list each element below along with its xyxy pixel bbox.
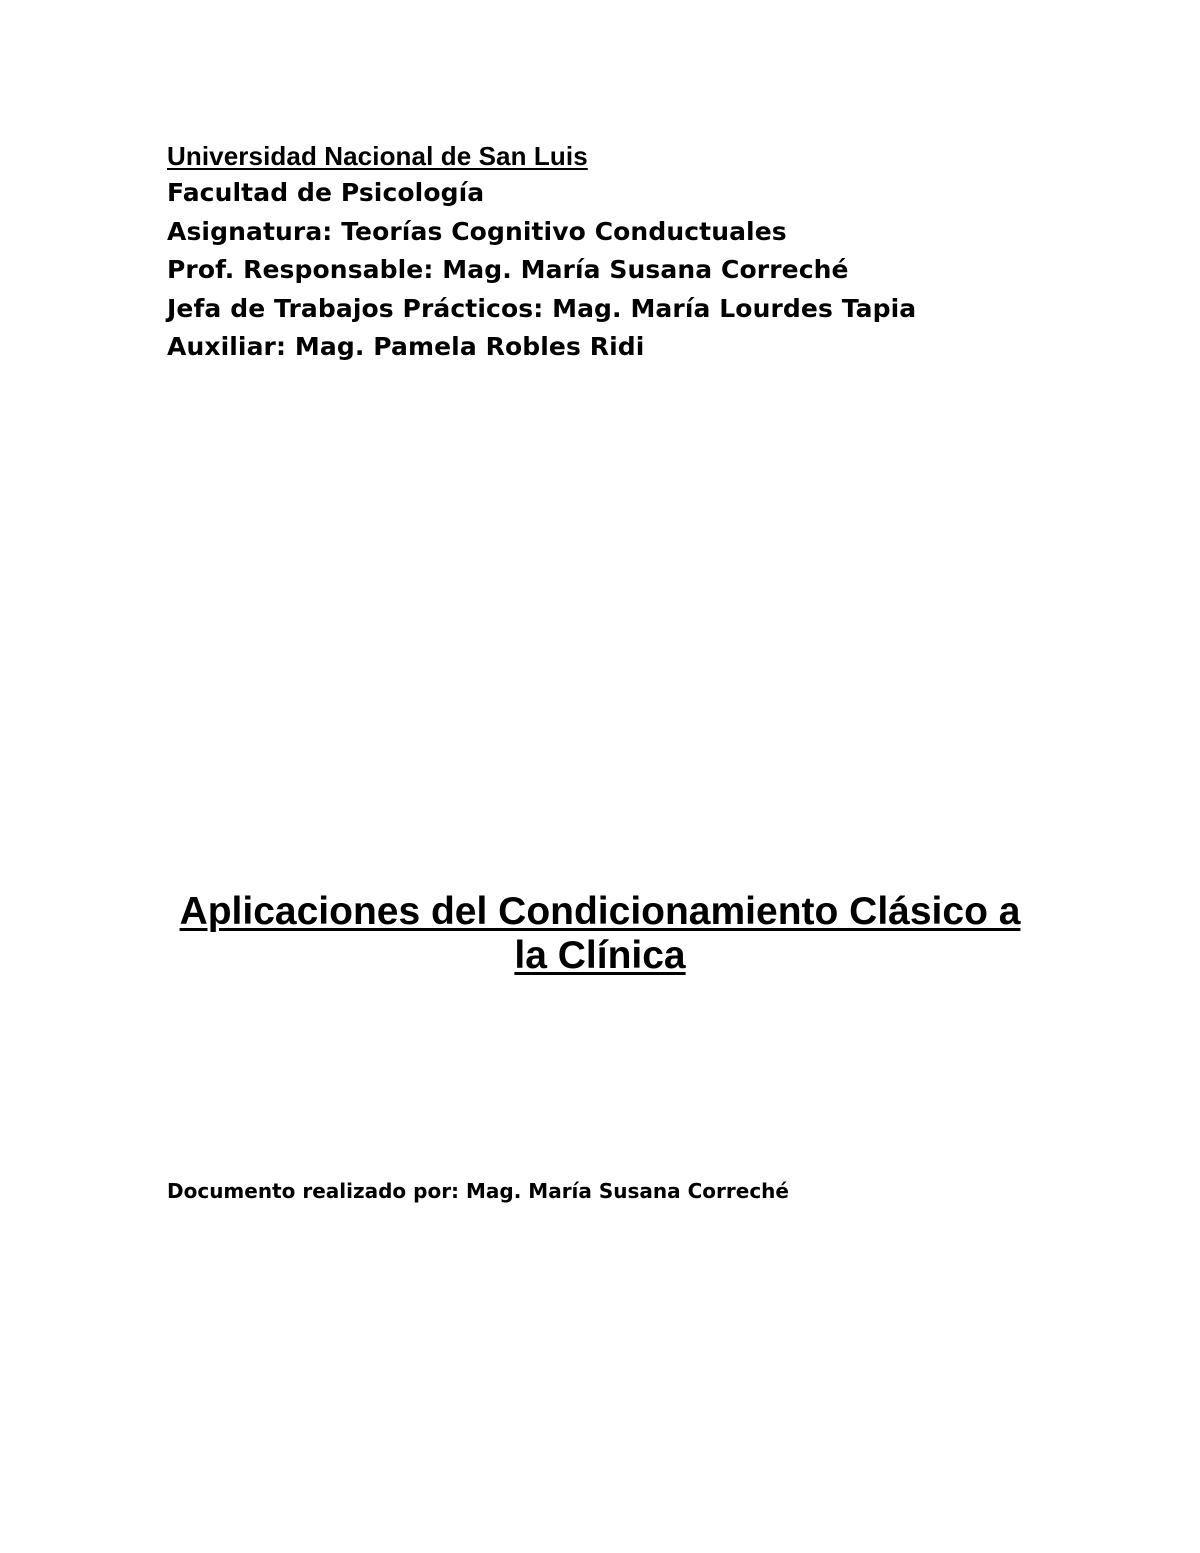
document-author: Documento realizado por: Mag. María Susana Correché [167,1179,789,1203]
university-name: Universidad Nacional de San Luis [167,141,588,171]
document-header [167,138,1067,367]
title-line-2: la Clínica [514,934,686,977]
title-line-1: Aplicaciones del Condicionamiento Clásico a [179,890,1021,933]
document-title [100,890,1100,978]
faculty-name: Facultad de Psicología [167,178,485,207]
professor-line: Prof. Responsable: Mag. María Susana Correché [167,255,849,284]
subject-line: Asignatura: Teorías Cognitivo Conductuales [167,216,787,246]
head-practical-line: Jefa de Trabajos Prácticos: Mag. María Lourdes Tapia [167,293,917,323]
assistant-line: Auxiliar: Mag. Pamela Robles Ridi [167,332,645,361]
